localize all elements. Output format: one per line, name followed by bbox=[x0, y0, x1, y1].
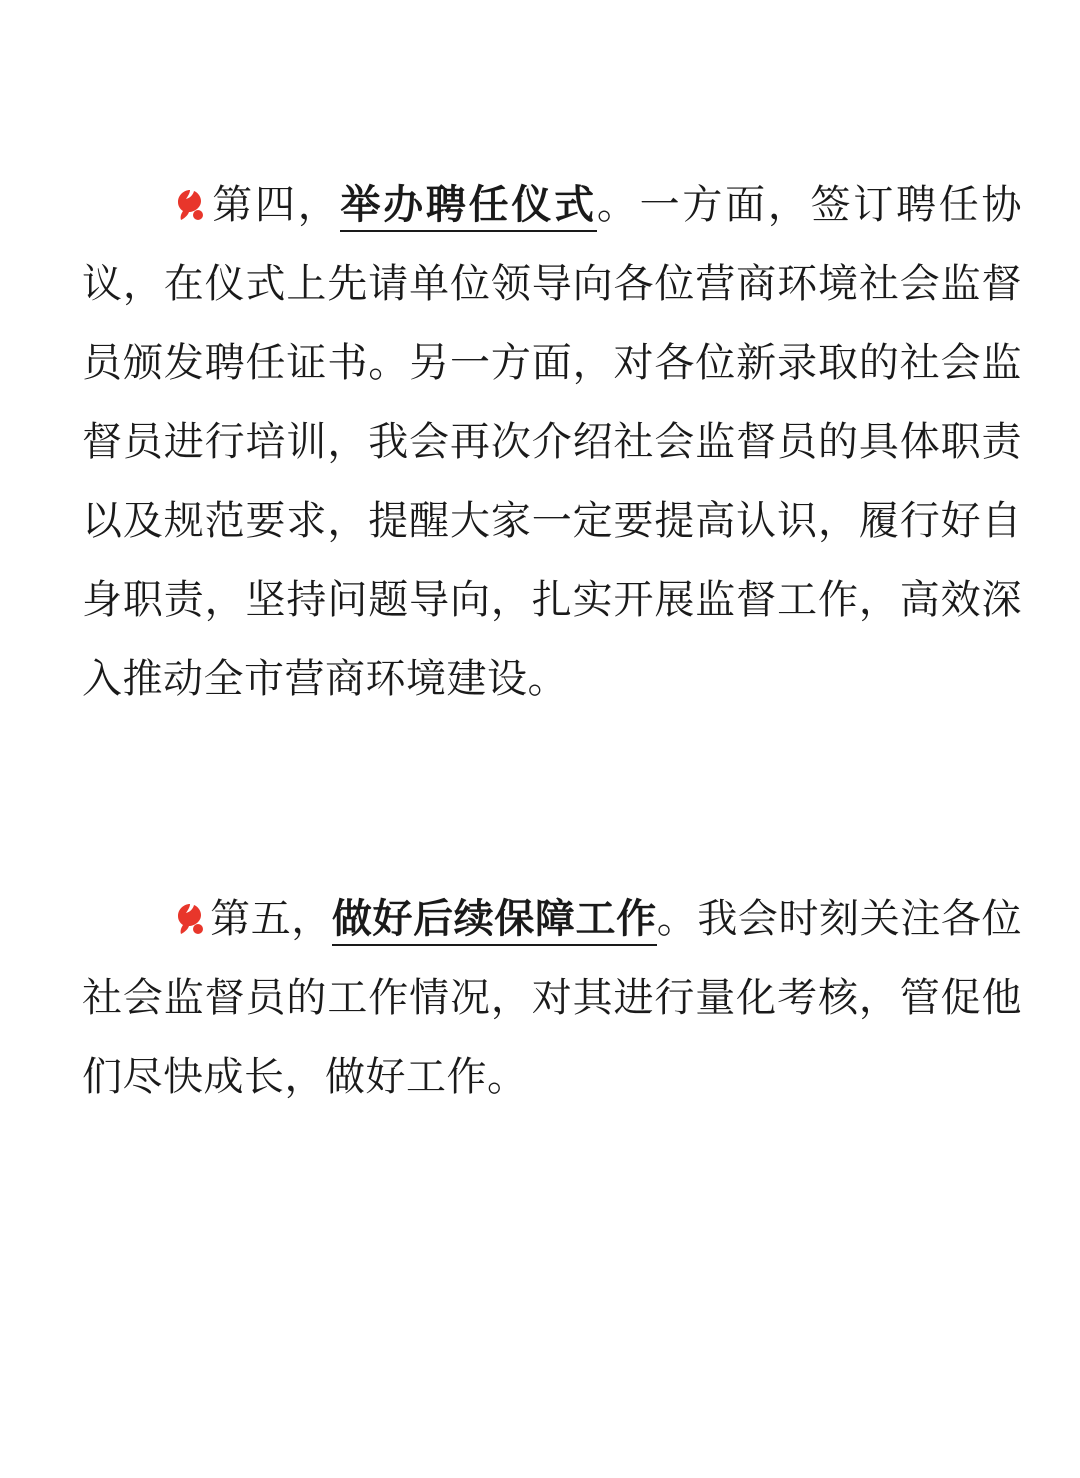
red-leaf-icon bbox=[172, 901, 208, 937]
red-leaf-icon bbox=[172, 187, 208, 223]
highlight-phrase: 举办聘任仪式 bbox=[340, 182, 596, 232]
paragraph-fifth bbox=[82, 880, 1022, 1117]
paragraph-prefix: 第五， bbox=[210, 896, 332, 942]
highlight-phrase: 做好后续保障工作 bbox=[332, 896, 657, 946]
paragraph-body: 。我会时刻关注各位社会监督员的工作情况，对其进行量化考核，管促他们尽快成长，做好工作。 bbox=[82, 896, 1023, 1100]
paragraph-body: 。一方面，签订聘任协议，在仪式上先请单位领导向各位营商环境社会监督员颁发聘任证书。另一方面，对各位新录取的社会监督员进行培训，我会再次介绍社会监督员的具体职责以及规范要求，提醒大家一定要提高认识，履行好自身职责，坚持问题导向，扎实开展监督工作，高效深入推动全市营商环境建设。 bbox=[82, 182, 1023, 702]
paragraph-prefix: 第四， bbox=[210, 182, 341, 228]
paragraph-fourth bbox=[82, 166, 1022, 719]
